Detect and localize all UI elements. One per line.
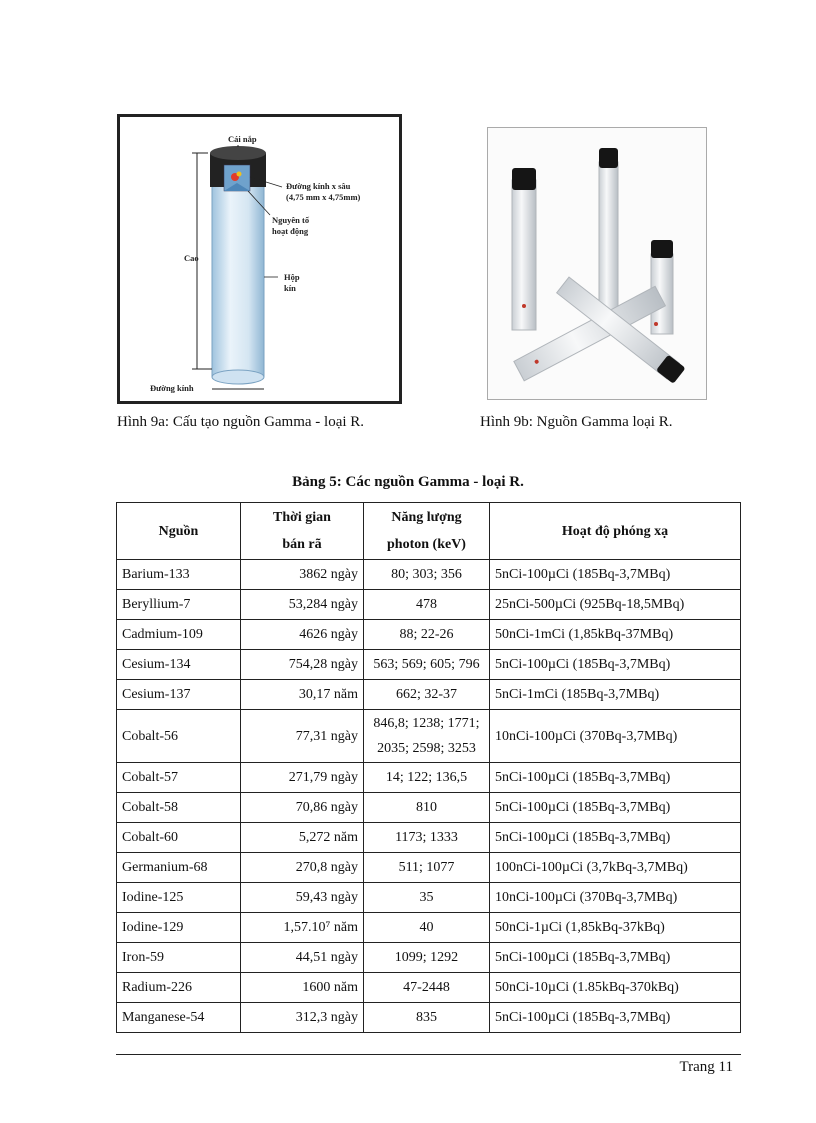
tube-center xyxy=(599,148,618,322)
cell-activity: 50nCi-10µCi (1.85kBq-370kBq) xyxy=(490,973,741,1003)
cylinder-bottom xyxy=(212,370,264,384)
cell-half-life: 44,51 ngày xyxy=(241,943,364,973)
table-row xyxy=(117,883,741,913)
figure-9a-diagram xyxy=(117,114,402,404)
header-activity: Hoạt độ phóng xạ xyxy=(490,503,741,560)
cell-energy: 80; 303; 356 xyxy=(364,560,490,590)
cell-energy: 1099; 1292 xyxy=(364,943,490,973)
cylinder-body xyxy=(212,181,264,377)
label-height: Cao xyxy=(184,253,199,263)
cell-energy: 478 xyxy=(364,590,490,620)
gamma-source-schematic xyxy=(120,117,399,401)
cell-energy: 14; 122; 136,5 xyxy=(364,763,490,793)
cell-half-life: 5,272 năm xyxy=(241,823,364,853)
cell-source: Iodine-125 xyxy=(117,883,241,913)
cell-energy: 1173; 1333 xyxy=(364,823,490,853)
gamma-sources-photo xyxy=(488,128,706,399)
header-energy-line1: Năng lượng xyxy=(391,510,462,525)
label-diameter-depth-values: (4,75 mm x 4,75mm) xyxy=(286,192,361,202)
cell-source: Barium-133 xyxy=(117,560,241,590)
table-row xyxy=(117,853,741,883)
cell-half-life: 312,3 ngày xyxy=(241,1003,364,1033)
table-title: Bảng 5: Các nguồn Gamma - loại R. xyxy=(292,474,524,490)
cell-half-life: 3862 ngày xyxy=(241,560,364,590)
cell-activity: 25nCi-500µCi (925Bq-18,5MBq) xyxy=(490,590,741,620)
cell-half-life: 77,31 ngày xyxy=(241,710,364,763)
label-active-element-1: Nguyên tố xyxy=(272,215,310,225)
cell-half-life: 59,43 ngày xyxy=(241,883,364,913)
header-energy xyxy=(364,503,490,560)
table-row xyxy=(117,973,741,1003)
header-half-life xyxy=(241,503,364,560)
table-row xyxy=(117,913,741,943)
cell-half-life: 271,79 ngày xyxy=(241,763,364,793)
cell-half-life: 270,8 ngày xyxy=(241,853,364,883)
label-active-element-2: hoạt động xyxy=(272,226,309,236)
figure-9b-photo xyxy=(487,127,707,400)
cell-half-life: 4626 ngày xyxy=(241,620,364,650)
cell-activity: 10nCi-100µCi (370Bq-3,7MBq) xyxy=(490,710,741,763)
cell-half-life: 70,86 ngày xyxy=(241,793,364,823)
header-half-life-line2: bán rã xyxy=(282,537,322,552)
cell-activity: 50nCi-1µCi (1,85kBq-37kBq) xyxy=(490,913,741,943)
cell-activity: 50nCi-1mCi (1,85kBq-37MBq) xyxy=(490,620,741,650)
cell-activity: 5nCi-1mCi (185Bq-3,7MBq) xyxy=(490,680,741,710)
cell-source: Iodine-129 xyxy=(117,913,241,943)
cell-activity: 5nCi-100µCi (185Bq-3,7MBq) xyxy=(490,650,741,680)
cell-activity: 5nCi-100µCi (185Bq-3,7MBq) xyxy=(490,793,741,823)
cell-energy: 88; 22-26 xyxy=(364,620,490,650)
page-number: Trang 11 xyxy=(679,1059,733,1075)
cell-source: Cadmium-109 xyxy=(117,620,241,650)
cell-half-life: 1600 năm xyxy=(241,973,364,1003)
cell-half-life: 754,28 ngày xyxy=(241,650,364,680)
table-row xyxy=(117,710,741,763)
cell-energy: 662; 32-37 xyxy=(364,680,490,710)
label-diameter: Đường kính xyxy=(150,383,194,393)
table-body xyxy=(117,560,741,1033)
cell-source: Germanium-68 xyxy=(117,853,241,883)
table-header-row xyxy=(117,503,741,560)
label-sealed-box-2: kín xyxy=(284,283,296,293)
cell-source: Radium-226 xyxy=(117,973,241,1003)
label-cap: Cái nắp xyxy=(228,134,257,144)
table-row xyxy=(117,650,741,680)
cell-source: Cobalt-57 xyxy=(117,763,241,793)
cell-source: Iron-59 xyxy=(117,943,241,973)
table-row xyxy=(117,763,741,793)
cell-source: Beryllium-7 xyxy=(117,590,241,620)
table-row xyxy=(117,620,741,650)
cell-half-life: 30,17 năm xyxy=(241,680,364,710)
gamma-sources-table xyxy=(116,502,741,1033)
table-row xyxy=(117,590,741,620)
cell-energy: 810 xyxy=(364,793,490,823)
cell-activity: 100nCi-100µCi (3,7kBq-3,7MBq) xyxy=(490,853,741,883)
table-row xyxy=(117,680,741,710)
table-row xyxy=(117,560,741,590)
cell-source: Cobalt-58 xyxy=(117,793,241,823)
cell-source: Cobalt-60 xyxy=(117,823,241,853)
cell-activity: 5nCi-100µCi (185Bq-3,7MBq) xyxy=(490,560,741,590)
cell-energy: 40 xyxy=(364,913,490,943)
figure-9a-caption: Hình 9a: Cấu tạo nguồn Gamma - loại R. xyxy=(117,414,365,430)
cap-top xyxy=(210,146,266,160)
header-source: Nguồn xyxy=(117,503,241,560)
cell-source: Cobalt-56 xyxy=(117,710,241,763)
footer-divider xyxy=(116,1054,741,1055)
cell-activity: 5nCi-100µCi (185Bq-3,7MBq) xyxy=(490,823,741,853)
cell-activity: 5nCi-100µCi (185Bq-3,7MBq) xyxy=(490,943,741,973)
table-row xyxy=(117,793,741,823)
label-diameter-depth: Đường kính x sâu xyxy=(286,181,351,191)
cell-energy: 511; 1077 xyxy=(364,853,490,883)
tube-left xyxy=(512,168,536,330)
cell-half-life: 53,284 ngày xyxy=(241,590,364,620)
active-element-glow xyxy=(237,172,242,177)
figure-9b-caption: Hình 9b: Nguồn Gamma loại R. xyxy=(480,414,673,430)
header-half-life-line1: Thời gian xyxy=(273,510,331,525)
cell-energy: 563; 569; 605; 796 xyxy=(364,650,490,680)
cell-source: Manganese-54 xyxy=(117,1003,241,1033)
cell-activity: 5nCi-100µCi (185Bq-3,7MBq) xyxy=(490,1003,741,1033)
cell-energy: 835 xyxy=(364,1003,490,1033)
cell-energy: 35 xyxy=(364,883,490,913)
label-sealed-box-1: Hộp xyxy=(284,272,300,282)
table-row xyxy=(117,1003,741,1033)
cell-source: Cesium-137 xyxy=(117,680,241,710)
cell-source: Cesium-134 xyxy=(117,650,241,680)
cell-energy: 47-2448 xyxy=(364,973,490,1003)
table-row xyxy=(117,823,741,853)
header-energy-line2: photon (keV) xyxy=(387,537,466,552)
cell-half-life: 1,57.10⁷ năm xyxy=(241,913,364,943)
cell-activity: 10nCi-100µCi (370Bq-3,7MBq) xyxy=(490,883,741,913)
cell-activity: 5nCi-100µCi (185Bq-3,7MBq) xyxy=(490,763,741,793)
table-row xyxy=(117,943,741,973)
cell-energy: 846,8; 1238; 1771; 2035; 2598; 3253 xyxy=(364,710,490,763)
